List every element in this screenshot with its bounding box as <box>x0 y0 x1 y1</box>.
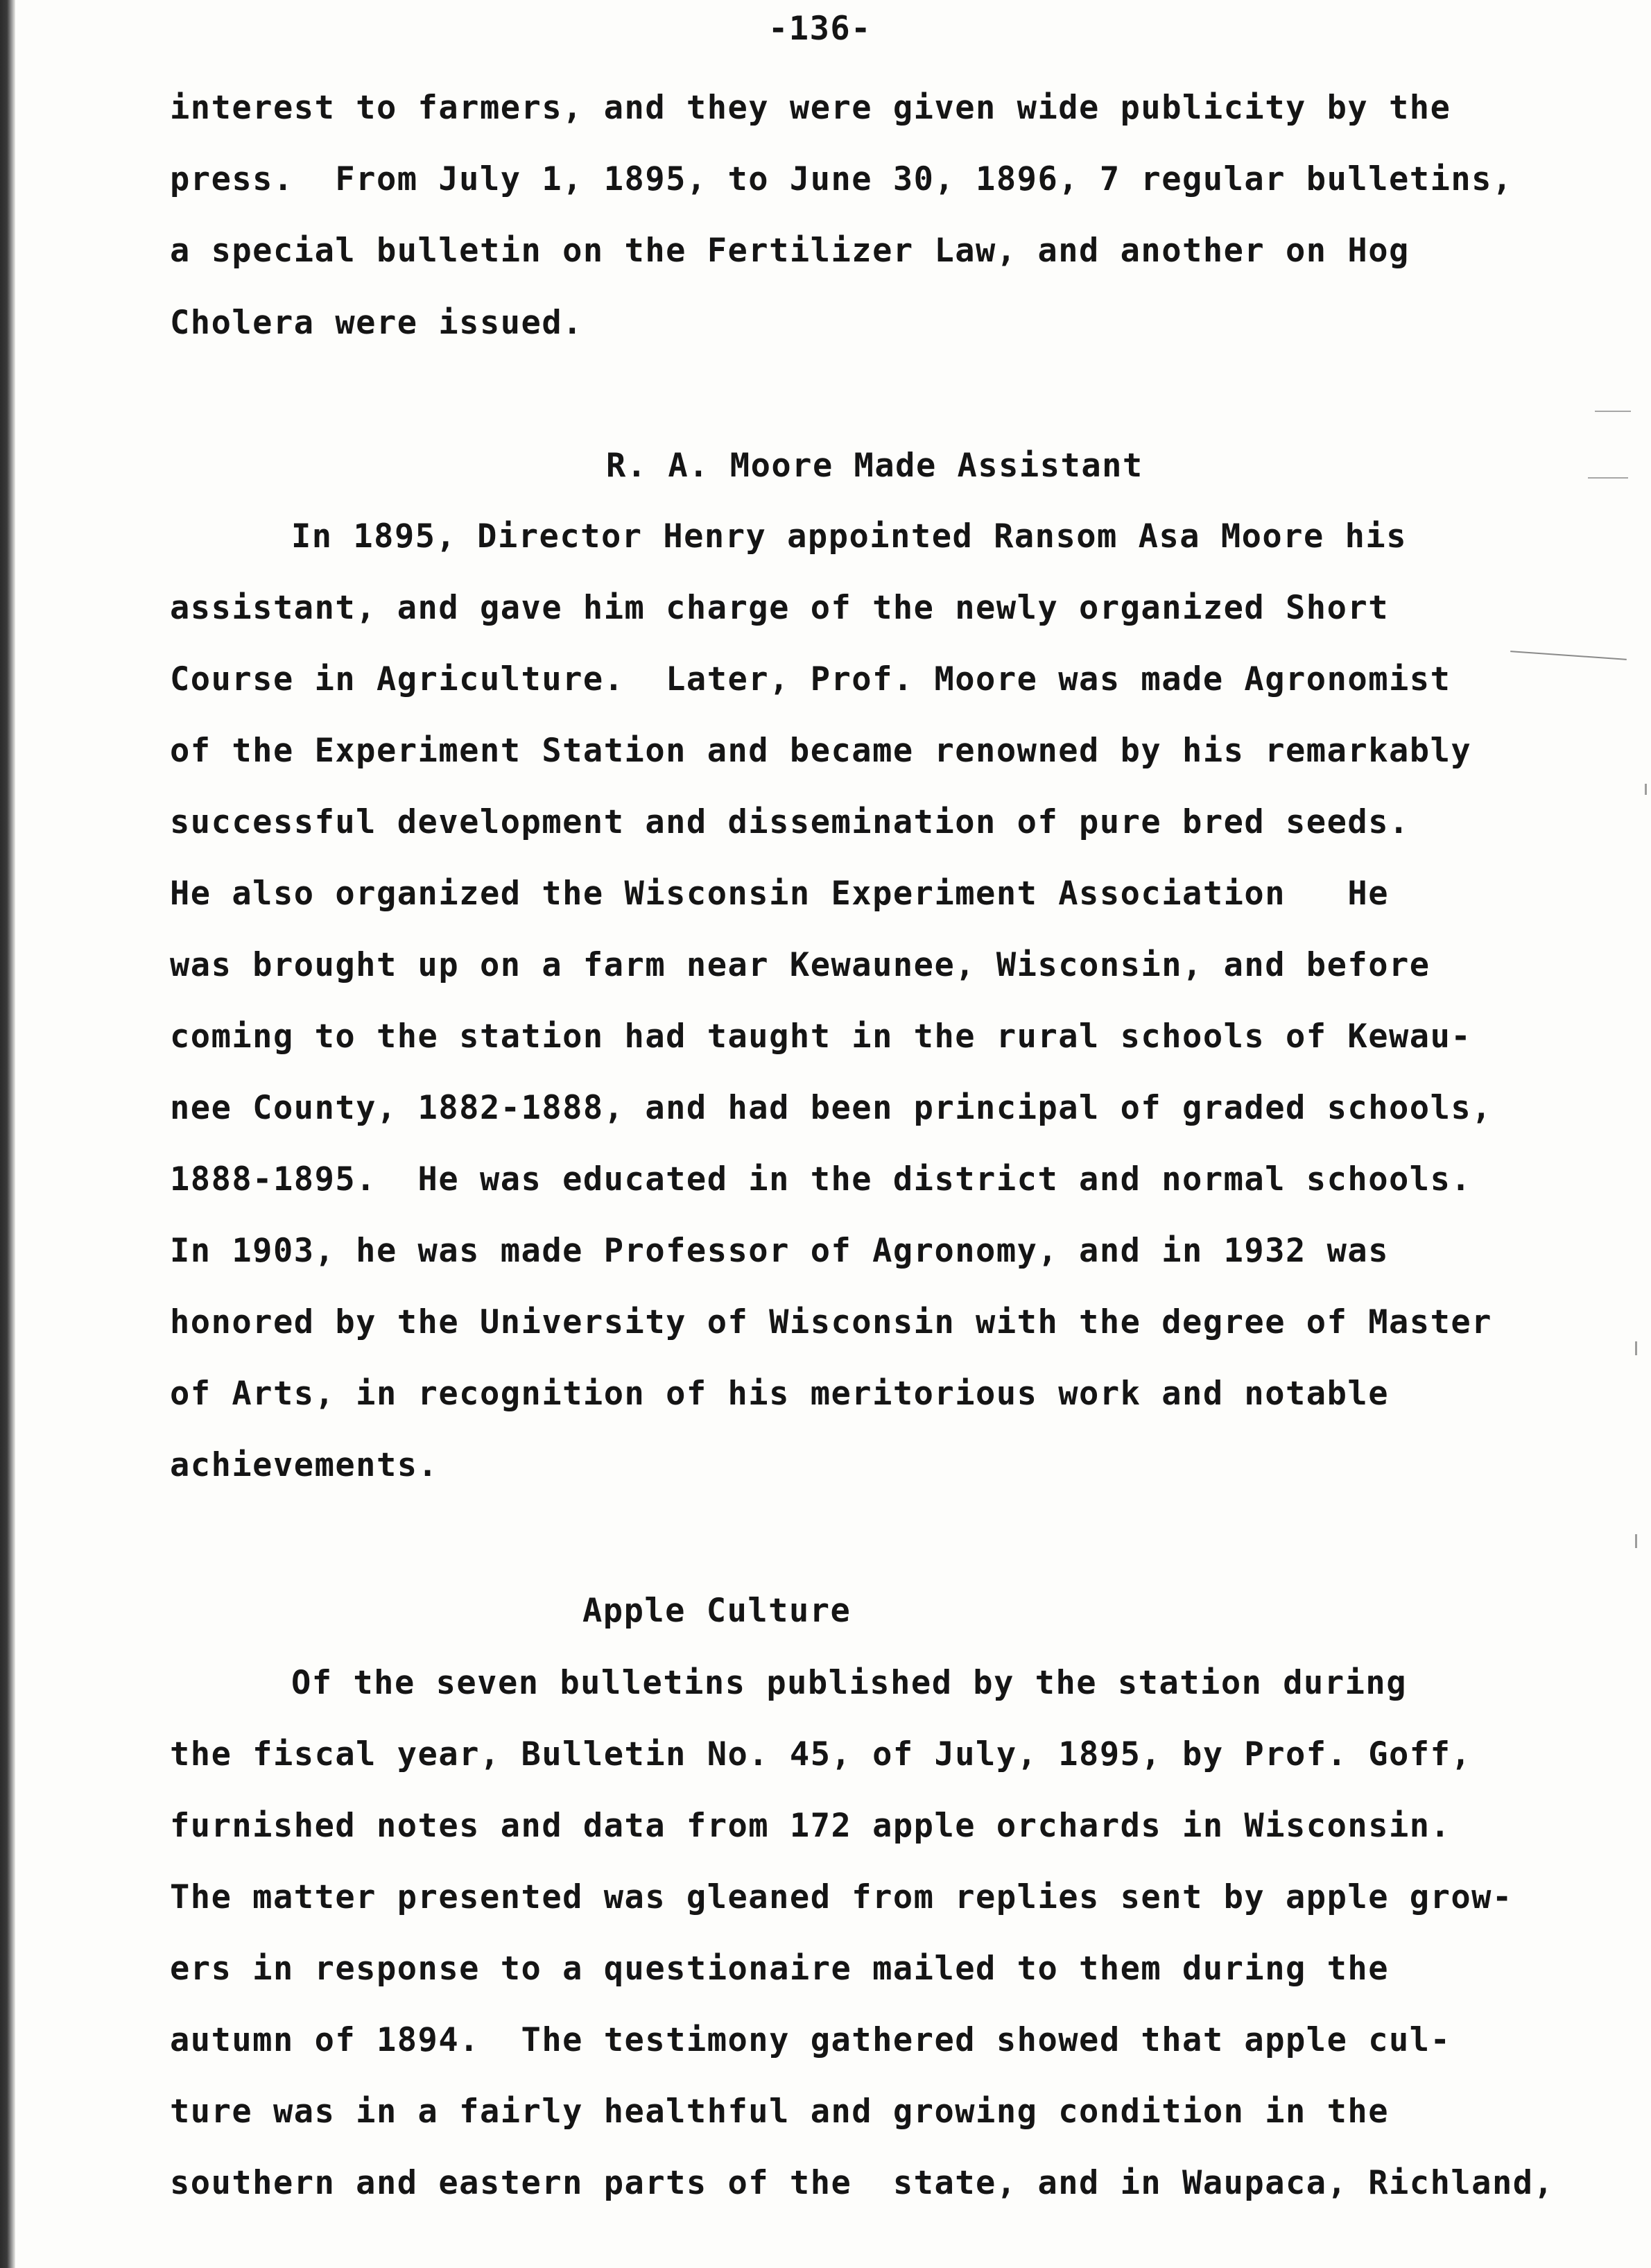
scan-page-edge <box>0 0 15 2268</box>
text-line: ture was in a fairly healthful and growing condition in the <box>170 2093 1389 2131</box>
text-line: coming to the station had taught in the rural schools of Kewau- <box>170 1017 1472 1056</box>
text-line: the fiscal year, Bulletin No. 45, of July, 1895, by Prof. Goff, <box>170 1735 1472 1773</box>
text-line: Cholera were issued. <box>170 304 583 342</box>
text-line: interest to farmers, and they were given wide publicity by the <box>170 89 1451 127</box>
text-line: honored by the University of Wisconsin with the degree of Master <box>170 1303 1492 1341</box>
text-line: Course in Agriculture. Later, Prof. Moore was made Agronomist <box>170 660 1451 698</box>
section-heading-apple: Apple Culture <box>582 1592 852 1630</box>
scan-mark <box>1635 1341 1637 1355</box>
text-line: Of the seven bulletins published by the station during <box>291 1664 1408 1702</box>
scan-mark <box>1595 411 1631 412</box>
text-line: nee County, 1882-1888, and had been principal of graded schools, <box>170 1089 1492 1127</box>
text-line: In 1903, he was made Professor of Agronomy, and in 1932 was <box>170 1232 1389 1270</box>
text-line: southern and eastern parts of the state, and in Waupaca, Richland, <box>170 2164 1555 2202</box>
text-line: achievements. <box>170 1446 439 1484</box>
scan-mark <box>1588 477 1628 479</box>
text-line: press. From July 1, 1895, to June 30, 1896, 7 regular bulletins, <box>170 160 1513 198</box>
scan-mark <box>1510 651 1627 660</box>
text-line: He also organized the Wisconsin Experiment Association He <box>170 875 1389 913</box>
text-line: successful development and dissemination of pure bred seeds. <box>170 803 1410 841</box>
text-line: assistant, and gave him charge of the newly organized Short <box>170 589 1389 627</box>
text-line: autumn of 1894. The testimony gathered showed that apple cul- <box>170 2021 1451 2059</box>
section-heading-moore: R. A. Moore Made Assistant <box>606 447 1143 485</box>
page-number: -136- <box>768 10 872 48</box>
text-line: ers in response to a questionaire mailed to them during the <box>170 1950 1389 1988</box>
text-line: a special bulletin on the Fertilizer Law, and another on Hog <box>170 232 1410 270</box>
text-line: furnished notes and data from 172 apple orchards in Wisconsin. <box>170 1807 1451 1845</box>
scan-mark <box>1645 784 1647 795</box>
text-line: of Arts, in recognition of his meritorious work and notable <box>170 1375 1389 1413</box>
text-line: The matter presented was gleaned from replies sent by apple grow- <box>170 1878 1513 1916</box>
text-line: 1888-1895. He was educated in the district and normal schools. <box>170 1160 1472 1199</box>
text-line: of the Experiment Station and became renowned by his remarkably <box>170 732 1472 770</box>
text-line: In 1895, Director Henry appointed Ransom Asa Moore his <box>291 517 1408 556</box>
text-line: was brought up on a farm near Kewaunee, Wisconsin, and before <box>170 946 1430 984</box>
scan-mark <box>1635 1534 1637 1548</box>
